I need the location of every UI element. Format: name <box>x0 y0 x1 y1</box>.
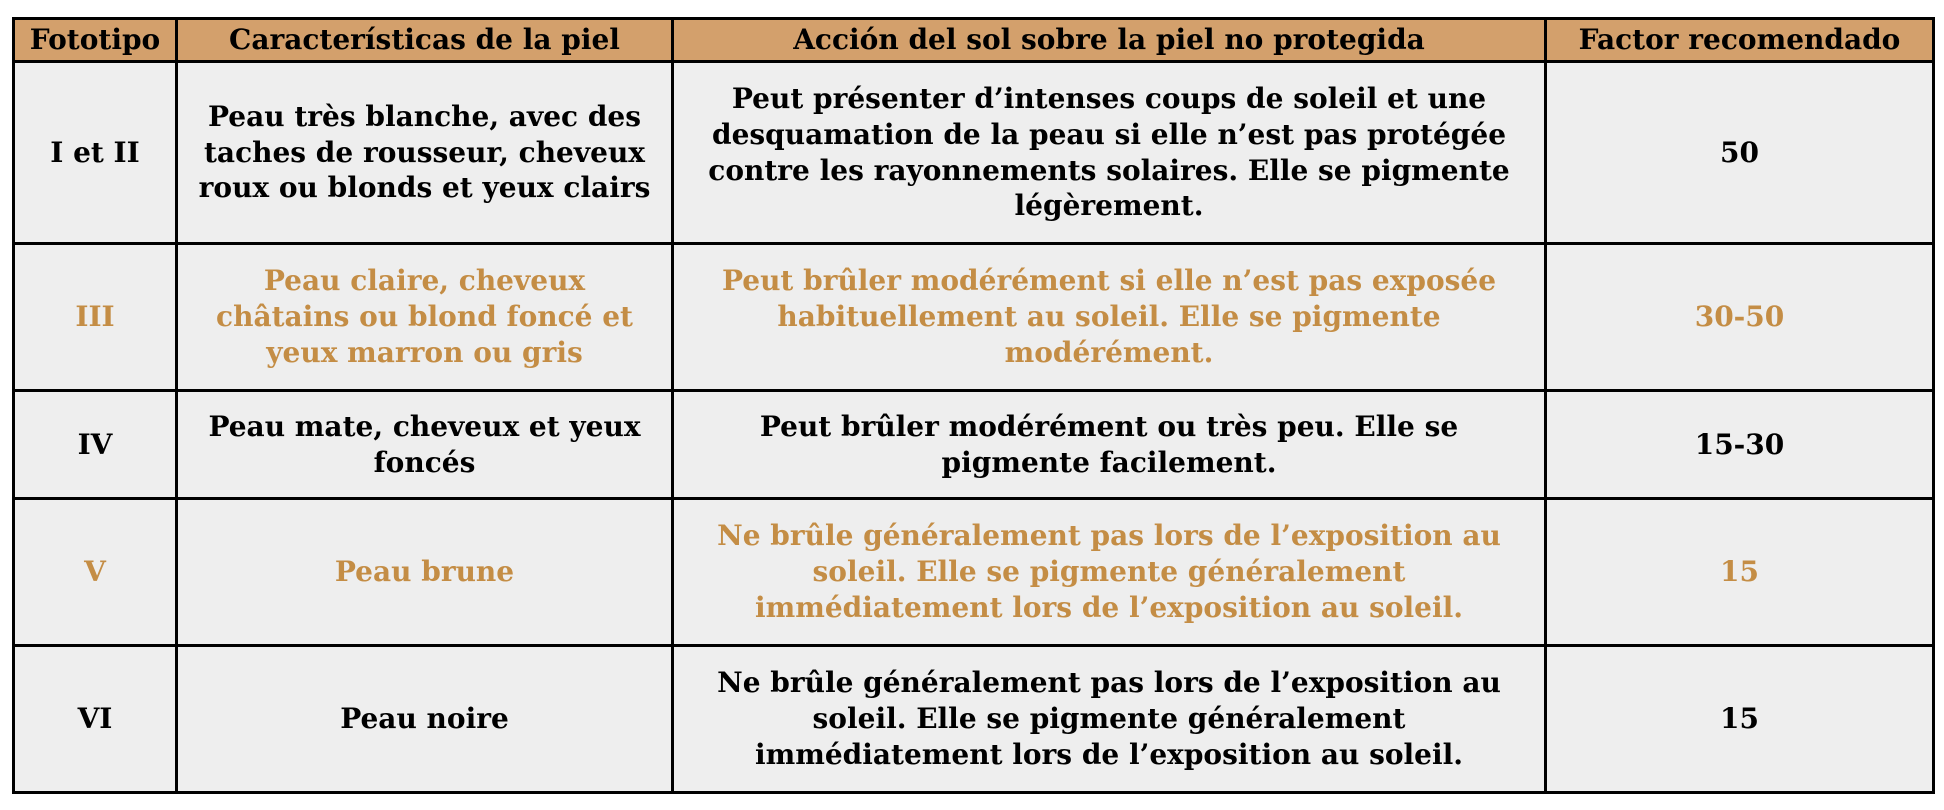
cell-factor: 30-50 <box>1546 244 1934 391</box>
cell-sun-action: Peut brûler modérément si elle n’est pas exposée habituellement au soleil. Elle se pigmente modérément. <box>673 244 1546 391</box>
cell-phototype: VI <box>14 646 177 793</box>
table-row <box>14 391 1934 499</box>
cell-factor: 15-30 <box>1546 391 1934 499</box>
cell-skin: Peau très blanche, avec des taches de rousseur, cheveux roux ou blonds et yeux clairs <box>177 62 673 244</box>
cell-factor: 50 <box>1546 62 1934 244</box>
cell-skin: Peau mate, cheveux et yeux foncés <box>177 391 673 499</box>
table-row <box>14 646 1934 793</box>
cell-skin: Peau brune <box>177 499 673 646</box>
table-body <box>14 62 1934 793</box>
cell-factor: 15 <box>1546 499 1934 646</box>
cell-factor: 15 <box>1546 646 1934 793</box>
cell-sun-action: Peut présenter d’intenses coups de soleil et une desquamation de la peau si elle n’est pas protégée contre les rayonnements solaires. Elle se pigmente légèrement. <box>673 62 1546 244</box>
header-recommended-factor: Factor recomendado <box>1546 19 1934 62</box>
cell-sun-action: Peut brûler modérément ou très peu. Elle se pigmente facilement. <box>673 391 1546 499</box>
header-row <box>14 19 1934 62</box>
header-skin-characteristics: Características de la piel <box>177 19 673 62</box>
table-header <box>14 19 1934 62</box>
cell-sun-action: Ne brûle généralement pas lors de l’exposition au soleil. Elle se pigmente généralement immédiatement lors de l’exposition au soleil. <box>673 499 1546 646</box>
table-row <box>14 62 1934 244</box>
table-row <box>14 499 1934 646</box>
header-sun-action: Acción del sol sobre la piel no protegida <box>673 19 1546 62</box>
cell-skin: Peau noire <box>177 646 673 793</box>
cell-sun-action: Ne brûle généralement pas lors de l’exposition au soleil. Elle se pigmente généralement immédiatement lors de l’exposition au soleil. <box>673 646 1546 793</box>
phototype-table <box>12 17 1935 794</box>
cell-phototype: III <box>14 244 177 391</box>
header-phototype: Fototipo <box>14 19 177 62</box>
cell-phototype: IV <box>14 391 177 499</box>
cell-phototype: V <box>14 499 177 646</box>
cell-phototype: I et II <box>14 62 177 244</box>
cell-skin: Peau claire, cheveux châtains ou blond foncé et yeux marron ou gris <box>177 244 673 391</box>
table-row <box>14 244 1934 391</box>
